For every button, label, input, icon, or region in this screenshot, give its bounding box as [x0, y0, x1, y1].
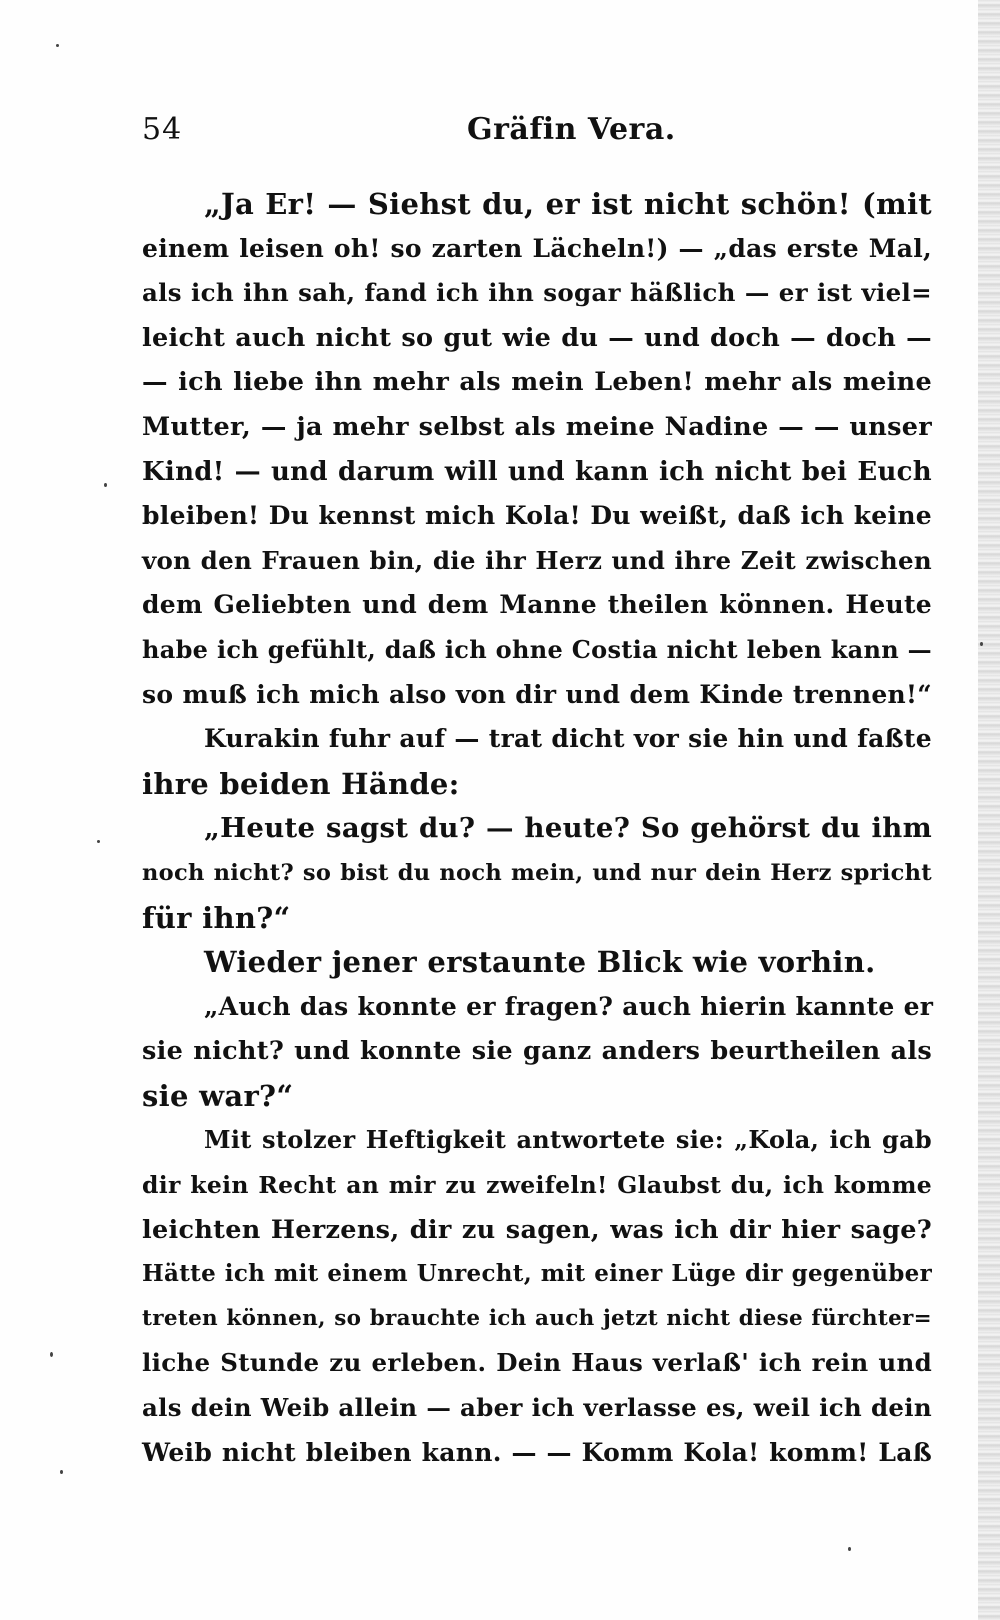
text-line: so muß ich mich also von dir und dem Kinde trennen!“ — [142, 679, 932, 709]
text-line: von den Frauen bin, die ihr Herz und ihre Zeit zwischen — [142, 545, 932, 575]
text-line: Wieder jener erstaunte Blick wie vorhin. — [204, 945, 876, 980]
text-line: dir kein Recht an mir zu zweifeln! Glaubst du, ich komme — [142, 1171, 932, 1200]
text-line: habe ich gefühlt, daß ich ohne Costia nicht leben kann — — [142, 634, 932, 664]
scan-speck — [97, 840, 100, 843]
scan-speck — [848, 1547, 851, 1551]
text-line: — ich liebe ihn mehr als mein Leben! mehr als meine — [142, 367, 932, 398]
scan-speck — [50, 1352, 53, 1357]
text-line: sie war?“ — [142, 1078, 294, 1113]
text-line: „Auch das konnte er fragen? auch hierin kannte er — [204, 991, 934, 1021]
text-line: „Heute sagst du? — heute? So gehörst du ihm — [204, 812, 932, 845]
scan-speck — [56, 44, 59, 47]
body-text — [142, 182, 932, 1475]
text-line: dem Geliebten und dem Manne theilen können. Heute — [142, 590, 932, 620]
text-line: einem leisen oh! so zarten Lächeln!) — „das erste Mal, — [142, 233, 932, 263]
text-line: als ich ihn sah, fand ich ihn sogar häßlich — er ist viel= — [142, 278, 932, 308]
binding-edge — [978, 0, 1000, 1620]
page-number: 54 — [142, 112, 183, 147]
text-line: leichten Herzens, dir zu sagen, was ich dir hier sage? — [142, 1214, 932, 1245]
text-line: Kind! — und darum will und kann ich nicht bei Euch — [142, 456, 932, 487]
text-line: Hätte ich mit einem Unrecht, mit einer Lüge dir gegenüber — [142, 1260, 932, 1288]
scan-speck — [980, 642, 983, 646]
text-line: als dein Weib allein — aber ich verlasse es, weil ich dein — [142, 1393, 932, 1423]
running-title: Gräfin Vera. — [467, 112, 676, 147]
text-line: Kurakin fuhr auf — trat dicht vor sie hin und faßte — [204, 724, 932, 754]
text-line: „Ja Er! — Siehst du, er ist nicht schön! (mit — [204, 187, 932, 221]
text-line: noch nicht? so bist du noch mein, und nur dein Herz spricht — [142, 859, 932, 886]
text-line: liche Stunde zu erleben. Dein Haus verlaß' ich rein und — [142, 1348, 932, 1378]
text-line: Mutter, — ja mehr selbst als meine Nadine — — unser — [142, 411, 932, 442]
text-line: treten können, so brauchte ich auch jetzt nicht diese fürchter= — [142, 1305, 932, 1331]
page-header — [142, 112, 942, 152]
text-line: bleiben! Du kennst mich Kola! Du weißt, daß ich keine — [142, 501, 932, 531]
text-line: ihre beiden Hände: — [142, 766, 460, 801]
text-line: leicht auch nicht so gut wie du — und doch — doch — — [142, 322, 932, 353]
scan-speck — [60, 1470, 63, 1474]
text-line: Mit stolzer Heftigkeit antwortete sie: „Kola, ich gab — [204, 1125, 932, 1155]
text-line: Weib nicht bleiben kann. — — Komm Kola! komm! Laß — [142, 1437, 932, 1467]
text-line: sie nicht? und konnte sie ganz anders beurtheilen als — [142, 1036, 932, 1067]
text-line: für ihn?“ — [142, 900, 291, 935]
scan-speck — [104, 483, 107, 487]
